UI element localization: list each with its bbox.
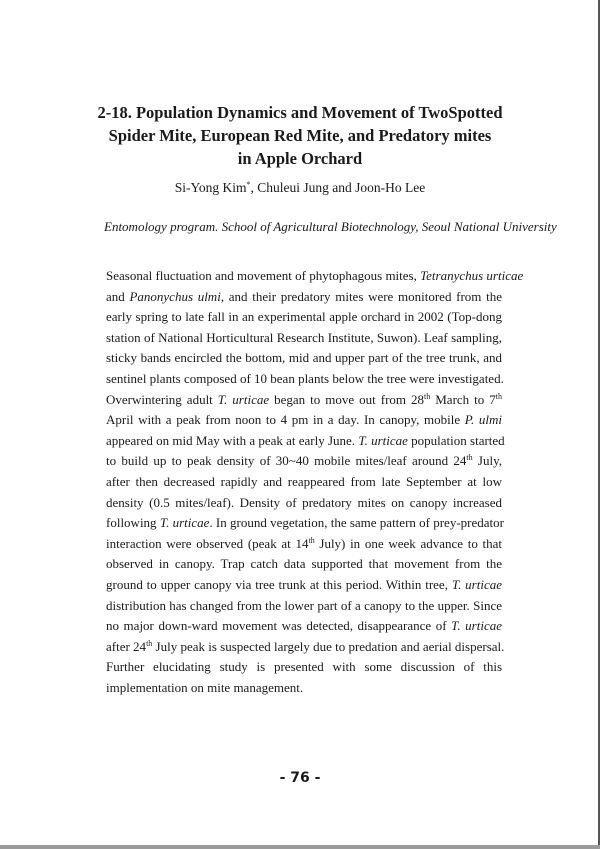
abstract-line: distribution has changed from the lower part of a canopy to the upper. Since [106, 597, 502, 613]
abstract-line [106, 575, 502, 596]
species-name: T. urticae [451, 618, 503, 634]
abstract-line [106, 534, 502, 555]
text: no major down-ward movement was detected, disappearance of [106, 618, 452, 634]
abstract-line [106, 266, 524, 287]
text: following [106, 515, 160, 531]
text: to build up to peak density of 30~40 mobile mites/leaf around 24 [106, 453, 467, 469]
abstract-line [106, 390, 502, 411]
abstract-line [106, 616, 502, 637]
abstract-line [106, 513, 502, 534]
abstract-line [106, 431, 505, 452]
text: July, [472, 453, 502, 469]
corresponding-author-mark: * [246, 180, 251, 189]
title-line-1: 2-18. Population Dynamics and Movement of TwoSpotted [97, 103, 503, 122]
abstract-line: after then decreased rapidly and reappeared from late September at low [106, 473, 502, 489]
scan-edge-bottom [0, 845, 600, 849]
abstract-line: density (0.5 mites/leaf). Density of predatory mites on canopy increased [106, 494, 502, 510]
text: July peak is suspected largely due to predation and aerial dispersal. [152, 638, 505, 654]
author-list [0, 179, 600, 197]
text: interaction were observed (peak at 14 [106, 535, 309, 551]
text: population started [407, 432, 505, 448]
other-authors: , Chuleui Jung and Joon-Ho Lee [250, 180, 426, 195]
title-line-2: Spider Mite, European Red Mite, and Predatory mites [108, 126, 492, 145]
text: . In ground vegetation, the same pattern of prey-predator [209, 515, 504, 531]
ordinal-suffix: th [146, 638, 153, 648]
abstract-line: early spring to late fall in an experimental apple orchard in 2002 (Top-dong [106, 309, 502, 325]
text: March to 7 [430, 391, 496, 407]
abstract-line: sticky bands encircled the bottom, mid and upper part of the tree trunk, and [106, 350, 502, 366]
text: ground to upper canopy via tree trunk at this period. Within tree, [106, 576, 452, 592]
ordinal-suffix: th [466, 453, 473, 463]
abstract-body [106, 266, 524, 698]
species-name: Panonychus ulmi [129, 288, 221, 304]
text: and [106, 288, 130, 304]
paper-title [80, 101, 520, 170]
text: after 24 [106, 638, 147, 654]
abstract-line: station of National Horticultural Research Institute, Suwon). Leaf sampling, [106, 329, 502, 345]
text: began to move out from 28 [269, 391, 425, 407]
page-number: - 76 - [279, 770, 321, 786]
abstract-line [106, 451, 502, 472]
abstract-line [106, 637, 505, 658]
abstract-line: implementation on mite management. [106, 679, 304, 695]
author-name: Si-Yong Kim [174, 180, 247, 195]
text: , and their predatory mites were monitored from the [220, 288, 502, 304]
ordinal-suffix: th [495, 391, 503, 401]
species-name: T. urticae [358, 432, 408, 448]
text: appeared on mid May with a peak at early June. [106, 432, 359, 448]
abstract-line: Further elucidating study is presented with some discussion of this [106, 659, 502, 675]
title-line-3: in Apple Orchard [237, 149, 363, 168]
ordinal-suffix: th [308, 535, 315, 545]
abstract-line [106, 410, 502, 431]
text: April with a peak from noon to 4 pm in a day. In canopy, mobile [106, 412, 465, 428]
abstract-line: observed in canopy. Trap catch data supported that movement from the [106, 556, 502, 572]
abstract-line: sentinel plants composed of 10 bean plants below the tree were investigated. [106, 370, 504, 386]
ordinal-suffix: th [424, 391, 431, 401]
species-name: Tetranychus urticae [420, 268, 524, 283]
species-name: T. urticae [217, 391, 270, 407]
affiliation: Entomology program. School of Agricultural Biotechnology, Seoul National University [104, 219, 557, 234]
text: Overwintering adult [106, 391, 218, 407]
species-name: T. urticae [451, 576, 503, 592]
text: Seasonal fluctuation and movement of phytophagous mites, [106, 268, 421, 283]
species-name: P. ulmi [464, 412, 502, 428]
text: July) in one week advance to that [314, 535, 503, 551]
species-name: T. urticae [159, 515, 210, 531]
abstract-line [106, 287, 502, 308]
